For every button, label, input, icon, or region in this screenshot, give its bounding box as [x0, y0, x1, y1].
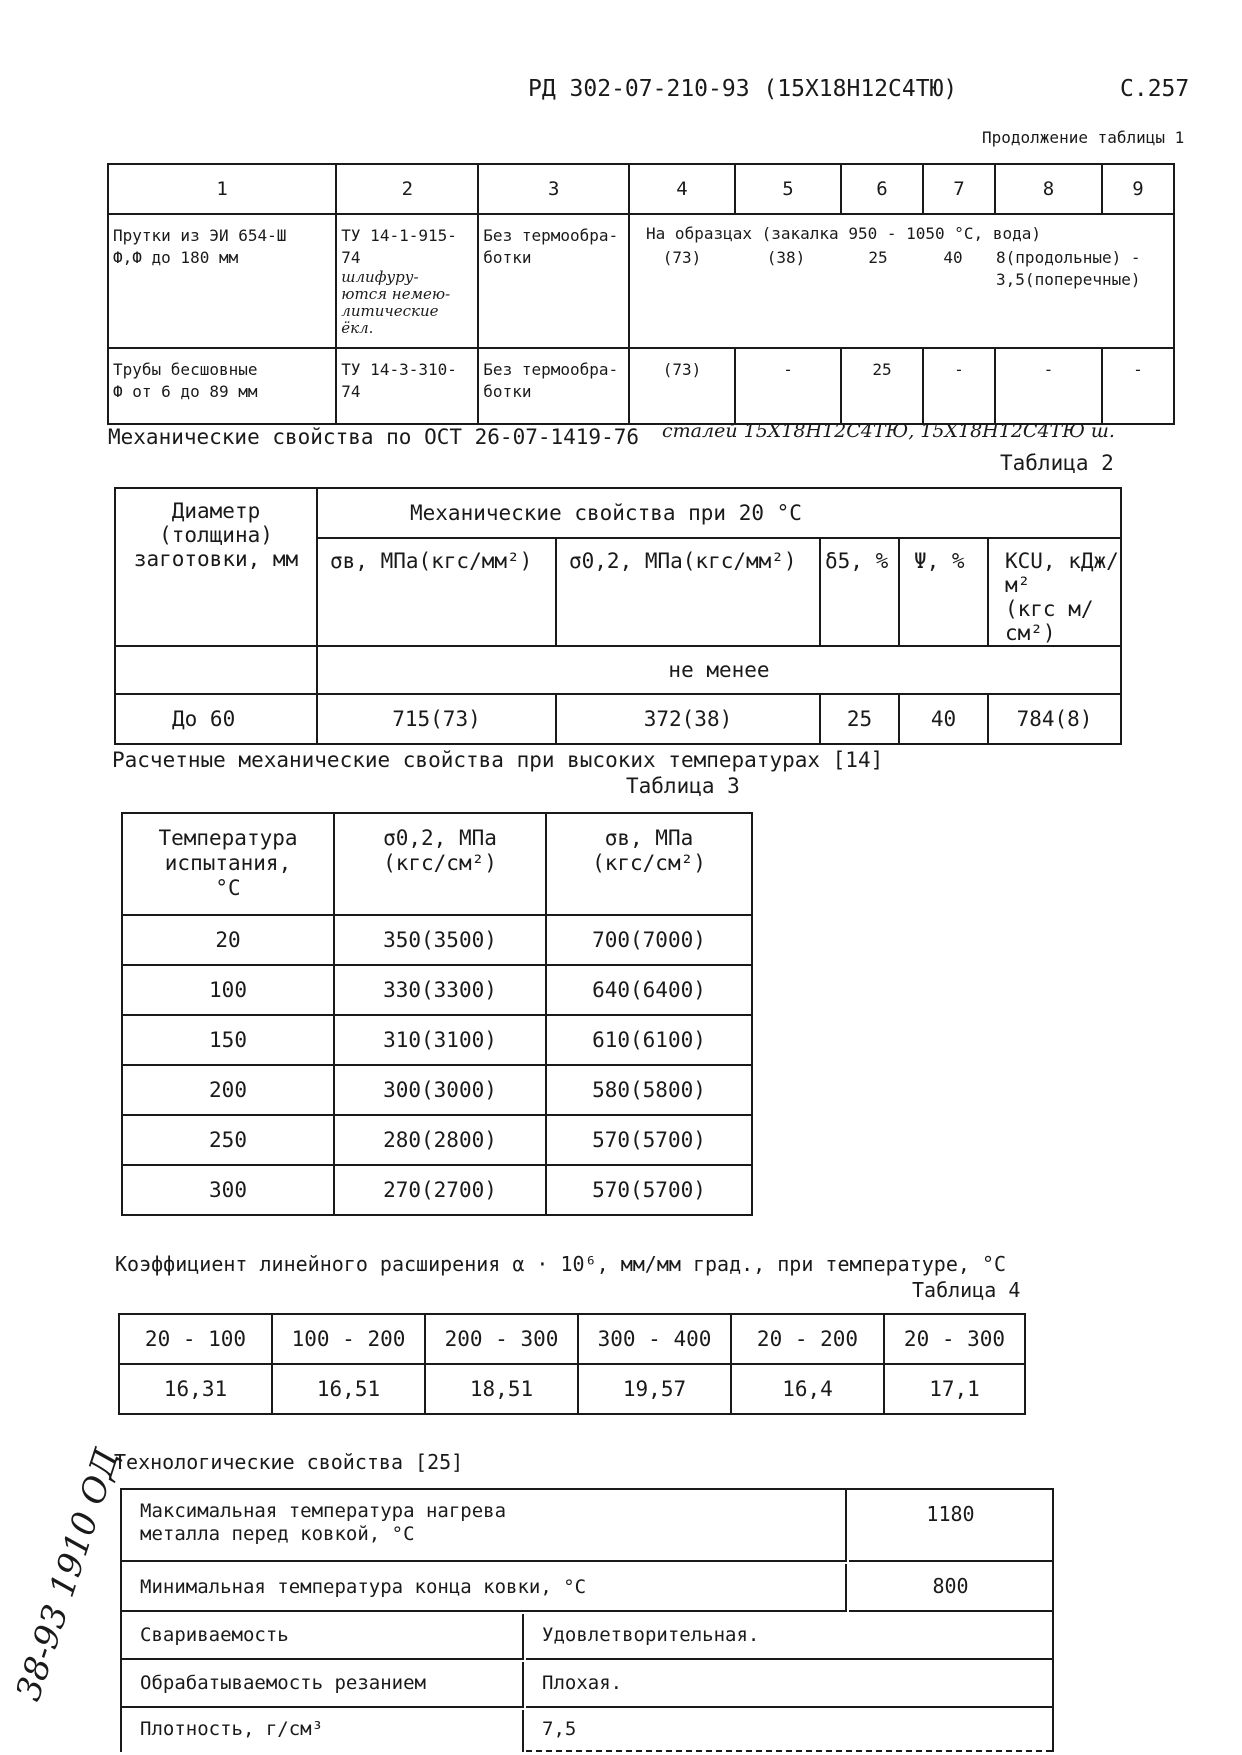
value-delta: 25	[868, 248, 888, 267]
table-cell: 270(2700)	[334, 1165, 546, 1215]
col-header: 1	[108, 164, 336, 214]
header-text: °С	[215, 876, 241, 900]
table-3	[121, 812, 753, 1216]
value-sigma-02: -	[735, 348, 841, 424]
handwritten-note: сталей 15Х18Н12С4ТЮ, 15Х18Н12С4ТЮ ш.	[662, 420, 1115, 442]
col-header: 8	[995, 164, 1102, 214]
table-cell: 200	[122, 1065, 334, 1115]
kcu-longitudinal: 8(продольные) -	[996, 248, 1141, 267]
property-label: Обрабатываемость резанием	[122, 1662, 524, 1708]
table-cell: 570(5700)	[546, 1165, 752, 1215]
test-results-cell	[629, 214, 1174, 348]
property-label: Плотность, г/см³	[122, 1710, 524, 1752]
value-delta: 25	[841, 348, 923, 424]
value-psi: -	[923, 348, 995, 424]
table-cell: 300(3000)	[334, 1065, 546, 1115]
table-cell: 18,51	[425, 1364, 578, 1414]
col-header: σв, МПа(кгс/мм²)	[317, 538, 556, 646]
table-cell: 17,1	[884, 1364, 1025, 1414]
col-header: 4	[629, 164, 735, 214]
table-row	[108, 348, 1174, 424]
header-text: заготовки, мм	[133, 547, 299, 571]
product-name: Трубы бесшовные	[113, 360, 258, 379]
col-header	[122, 813, 334, 915]
table-cell: 250	[122, 1115, 334, 1165]
table-cell: 16,51	[272, 1364, 425, 1414]
empty-cell	[115, 646, 317, 694]
table-label: Таблица 3	[626, 774, 740, 798]
range-header: 20 - 300	[884, 1314, 1025, 1364]
header-text: KCU, кДж/м²	[1005, 549, 1119, 597]
standard-cell	[336, 214, 478, 348]
col-header: 6	[841, 164, 923, 214]
table-cell: 25	[820, 694, 899, 744]
header-text: σв, МПа	[604, 826, 694, 850]
property-label: Максимальная температура нагрева	[140, 1500, 507, 1522]
table-row	[115, 488, 1121, 538]
table-row	[115, 646, 1121, 694]
treatment-text: ботки	[483, 248, 532, 267]
standard-code: ТУ 14-1-915-74	[341, 226, 457, 267]
tech-props-table	[120, 1488, 1054, 1752]
table-row	[122, 915, 752, 965]
col-header: 7	[923, 164, 995, 214]
header-text: испытания,	[164, 851, 292, 875]
table-cell: 16,4	[731, 1364, 884, 1414]
table-cell: 300	[122, 1165, 334, 1215]
value-sigma-b: (73)	[662, 248, 702, 267]
table-cell	[122, 1490, 847, 1562]
range-header: 20 - 100	[119, 1314, 272, 1364]
col-header: 5	[735, 164, 841, 214]
section-title: Технологические свойства [25]	[114, 1450, 464, 1474]
table-cell: 310(3100)	[334, 1015, 546, 1065]
table-cell: 16,31	[119, 1364, 272, 1414]
table-cell: 280(2800)	[334, 1115, 546, 1165]
treatment-text: ботки	[483, 382, 532, 401]
handwritten-note: литические ёкл.	[341, 302, 439, 337]
range-header: 200 - 300	[425, 1314, 578, 1364]
table-label: Таблица 2	[1000, 451, 1114, 475]
range-header: 20 - 200	[731, 1314, 884, 1364]
table-cell: До 60	[115, 694, 317, 744]
table-label: Таблица 4	[912, 1278, 1021, 1302]
product-cell	[108, 214, 336, 348]
mech-props-header: Механические свойства при 20 °С	[317, 488, 1121, 538]
property-value: 7,5	[526, 1710, 1052, 1752]
test-conditions: На образцах (закалка 950 - 1050 °С, вода)	[646, 224, 1041, 243]
col-header: σ0,2, МПа(кгс/мм²)	[556, 538, 820, 646]
section-title: Механические свойства по ОСТ 26-07-1419-76	[108, 425, 640, 449]
table-row	[115, 694, 1121, 744]
col-header	[988, 538, 1121, 646]
header-text: Диаметр	[171, 499, 261, 523]
treatment-text: Без термообра-	[483, 226, 619, 245]
table-row	[119, 1314, 1025, 1364]
col-header: δ5, %	[820, 538, 899, 646]
treatment-cell	[478, 348, 629, 424]
col-header: 3	[478, 164, 629, 214]
value-kcu	[988, 247, 1171, 291]
table-cell: 330(3300)	[334, 965, 546, 1015]
treatment-cell	[478, 214, 629, 348]
page-number: С.257	[1120, 76, 1190, 102]
table-cell: 350(3500)	[334, 915, 546, 965]
table-row	[122, 813, 752, 915]
product-name: Прутки из ЭИ 654-Ш	[113, 226, 287, 245]
table-cell: 640(6400)	[546, 965, 752, 1015]
property-label: Свариваемость	[122, 1614, 524, 1660]
document-code: РД 302-07-210-93 (15Х18Н12С4ТЮ)	[528, 76, 958, 102]
property-label: металла перед ковкой, °С	[140, 1523, 415, 1545]
table-2	[114, 487, 1122, 745]
table-cell: 150	[122, 1015, 334, 1065]
not-less-note: не менее	[317, 646, 1121, 694]
table-1	[107, 163, 1175, 425]
table-row	[108, 164, 1174, 214]
property-value: 1180	[849, 1490, 1052, 1562]
table-cell: 40	[899, 694, 988, 744]
header-text: (толщина)	[159, 523, 273, 547]
handwritten-note: ются немею-	[341, 285, 451, 303]
table-row	[122, 1015, 752, 1065]
header-text: Температура	[158, 826, 298, 850]
kcu-transverse: 3,5(поперечные)	[996, 270, 1141, 289]
header-text: (кгс/см²)	[592, 851, 706, 875]
range-header: 100 - 200	[272, 1314, 425, 1364]
property-value: Плохая.	[526, 1662, 1052, 1708]
handwritten-note: шлифуру-	[341, 268, 419, 286]
treatment-text: Без термообра-	[483, 360, 619, 379]
diameter-header	[115, 488, 317, 646]
table-row	[122, 1165, 752, 1215]
property-value: Удовлетворительная.	[526, 1614, 1052, 1660]
table-row	[122, 1115, 752, 1165]
value-kcu: -	[995, 348, 1102, 424]
col-header: 2	[336, 164, 478, 214]
header-text: σ0,2, МПа	[383, 826, 497, 850]
value-col9: -	[1102, 348, 1174, 424]
col-header: 9	[1102, 164, 1174, 214]
table-cell: 715(73)	[317, 694, 556, 744]
table-cell: 784(8)	[988, 694, 1121, 744]
product-size: Ф от 6 до 89 мм	[113, 382, 258, 401]
table-cell: 19,57	[578, 1364, 731, 1414]
property-value: 800	[849, 1564, 1052, 1612]
margin-handwritten-note: 38-93 1910 ОД	[8, 1444, 128, 1706]
table-cell: 610(6100)	[546, 1015, 752, 1065]
value-psi: 40	[943, 248, 963, 267]
standard-code: ТУ 14-3-310-74	[336, 348, 478, 424]
table-cell: 700(7000)	[546, 915, 752, 965]
range-header: 300 - 400	[578, 1314, 731, 1364]
col-header	[334, 813, 546, 915]
col-header	[546, 813, 752, 915]
table-4	[118, 1313, 1026, 1415]
table-continuation-note: Продолжение таблицы 1	[982, 128, 1185, 147]
value-sigma-02: (38)	[766, 248, 806, 267]
product-cell	[108, 348, 336, 424]
table-cell: 580(5800)	[546, 1065, 752, 1115]
table-cell: 20	[122, 915, 334, 965]
table-cell: 570(5700)	[546, 1115, 752, 1165]
section-title: Расчетные механические свойства при высоких температурах [14]	[112, 748, 884, 772]
value-sigma-b: (73)	[629, 348, 735, 424]
table-row	[108, 214, 1174, 348]
table-row	[122, 1065, 752, 1115]
table-cell: 100	[122, 965, 334, 1015]
table-row	[119, 1364, 1025, 1414]
header-text: (кгс м/см²)	[1005, 597, 1094, 645]
table-cell: 372(38)	[556, 694, 820, 744]
col-header: Ψ, %	[899, 538, 988, 646]
table-row	[122, 965, 752, 1015]
property-label: Минимальная температура конца ковки, °С	[122, 1564, 847, 1612]
product-size: Ф,Ф до 180 мм	[113, 248, 239, 267]
section-title: Коэффициент линейного расширения α · 10⁶, мм/мм град., при температуре, °С	[115, 1252, 1007, 1276]
header-text: (кгс/см²)	[383, 851, 497, 875]
